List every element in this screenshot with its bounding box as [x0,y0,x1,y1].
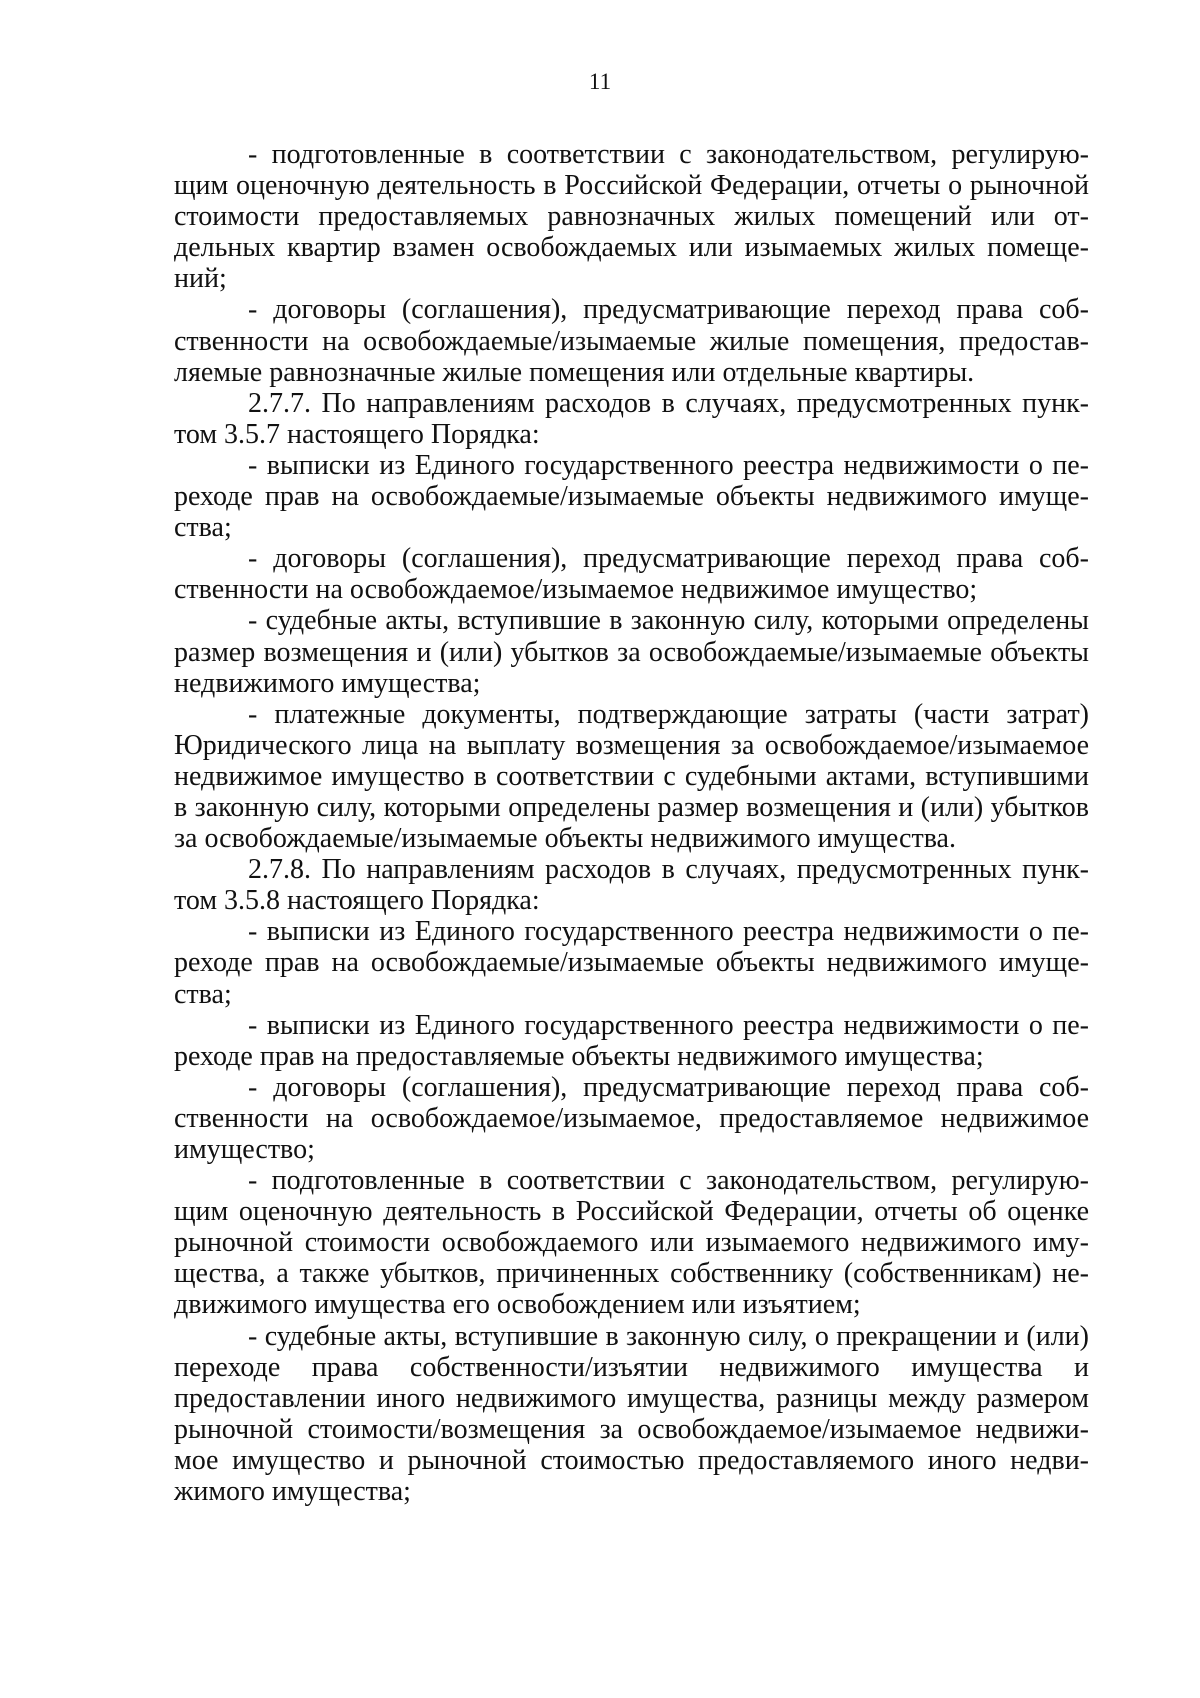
page-number: 11 [588,69,612,94]
paragraph: - судебные акты, вступившие в законную силу, которыми определены размер возмещения и (или) убытков за освобождаемые/изымаемые объекты недвижимого имущества; [174,605,1089,699]
paragraph: - судебные акты, вступившие в законную силу, о прекращении и (или) переходе права собственности/изъятии недвижимого имущества и предоставлении иного недвижимого имущества, разницы между размером рыночной стоимости/возмещения за освобождаемое/изымаемое недвижимое имущество и рыночной стоимостью предоставляемого иного недвижимого имущества; [174,1320,1089,1508]
paragraph: - договоры (соглашения), предусматривающие переход права собственности на освобождаемые/изымаемые жилые помещения, предоставляемые равнозначные жилые помещения или отдельные квартиры. [174,294,1089,388]
paragraph: - договоры (соглашения), предусматривающие переход права собственности на освобождаемое/изымаемое недвижимое имущество; [174,543,1089,606]
paragraph: - выписки из Единого государственного реестра недвижимости о переходе прав на освобождаемые/изымаемые объекты недвижимого имущества; [174,916,1089,1010]
paragraph: - выписки из Единого государственного реестра недвижимости о переходе прав на освобождаемые/изымаемые объекты недвижимого имущества; [174,449,1089,544]
paragraph: - подготовленные в соответствии с законодательством, регулирующим оценочную деятельность в Российской Федерации, отчеты о рыночной стоимости предоставляемых равнозначных жилых помещений или отдельных квартир взамен освобождаемых или изымаемых жилых помещений; [174,139,1089,295]
document-body [174,139,1089,1507]
paragraph: - платежные документы, подтверждающие затраты (части затрат) Юридического лица на выплату возмещения за освобождаемое/изымаемое недвижимое имущество в соответствии с судебными актами, вступившими в законную силу, которыми определены размер возмещения и (или) убытков за освобождаемые/изымаемые объекты недвижимого имущества. [174,698,1089,855]
paragraph: - подготовленные в соответствии с законодательством, регулирующим оценочную деятельность в Российской Федерации, отчеты об оценке рыночной стоимости освобождаемого или изымаемого недвижимого имущества, а также убытков, причиненных собственнику (собственникам) недвижимого имущества его освобождением или изъятием; [174,1165,1089,1321]
paragraph: - выписки из Единого государственного реестра недвижимости о переходе прав на предоставляемые объекты недвижимого имущества; [174,1009,1089,1072]
paragraph: - договоры (соглашения), предусматривающие переход права собственности на освобождаемое/изымаемое, предоставляемое недвижимое имущество; [174,1071,1089,1165]
paragraph: 2.7.7. По направлениям расходов в случаях, предусмотренных пунктом 3.5.7 настоящего Порядка: [174,387,1089,450]
paragraph: 2.7.8. По направлениям расходов в случаях, предусмотренных пунктом 3.5.8 настоящего Порядка: [174,854,1089,917]
